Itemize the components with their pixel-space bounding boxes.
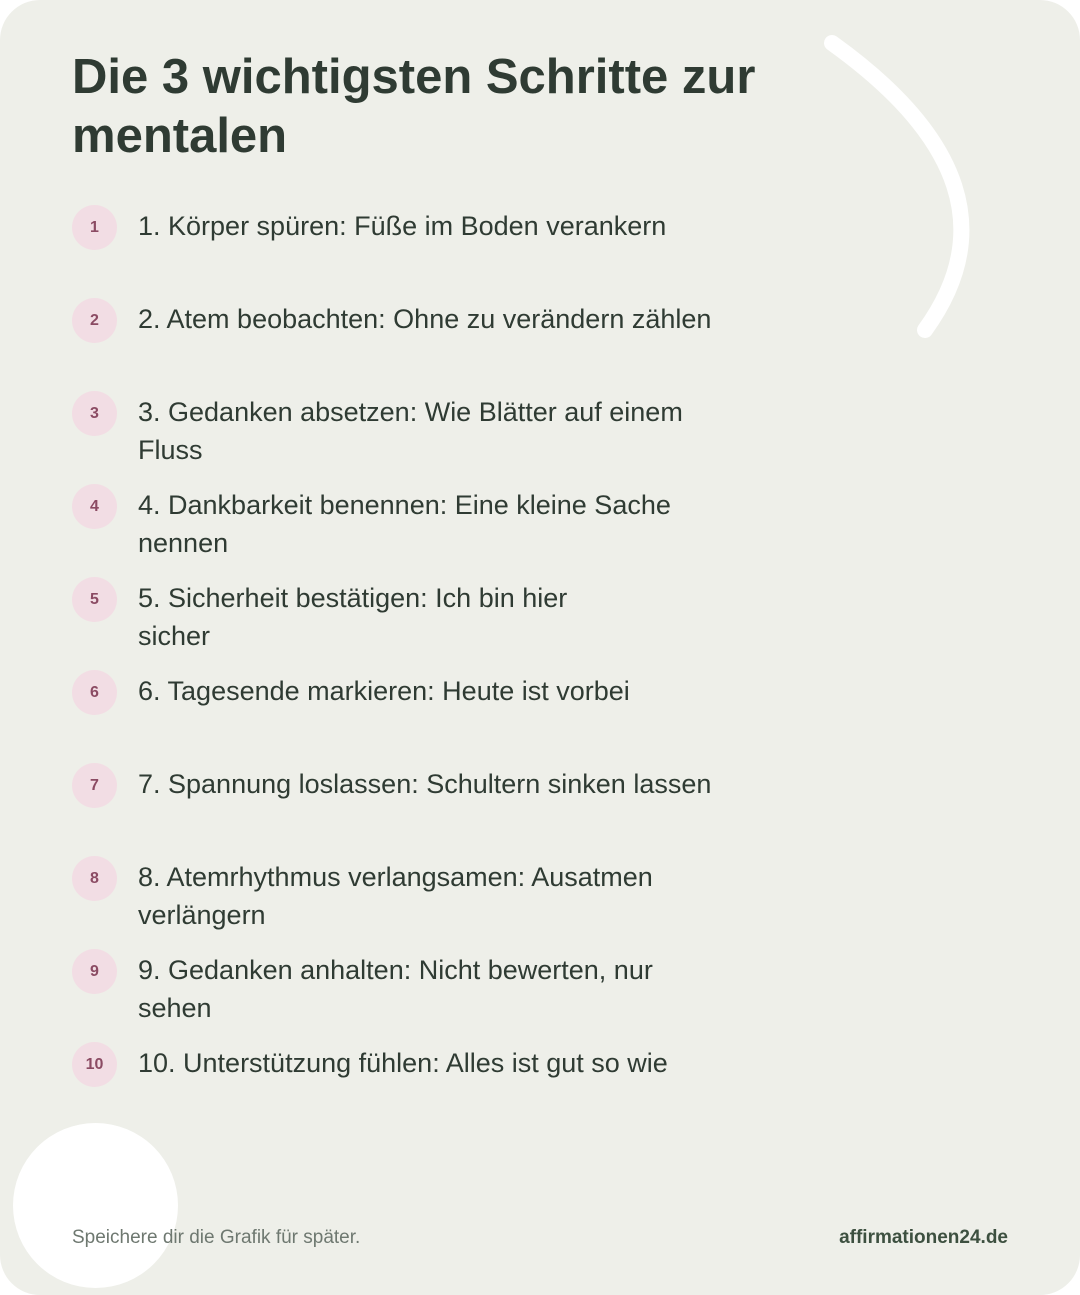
step-text: 7. Spannung loslassen: Schultern sinken lassen	[138, 769, 712, 799]
decorative-circle	[13, 1123, 178, 1288]
step-text: 5. Sicherheit bestätigen: Ich bin hier sicher	[138, 583, 568, 651]
list-item	[72, 484, 772, 574]
list-item	[72, 205, 772, 295]
list-item	[72, 670, 772, 760]
list-item	[72, 577, 772, 667]
list-item	[72, 1042, 772, 1132]
step-number-badge: 10	[72, 1042, 117, 1087]
step-number-badge: 1	[72, 205, 117, 250]
save-hint-text: Speichere dir die Grafik für später.	[72, 1227, 361, 1248]
step-number-badge: 6	[72, 670, 117, 715]
brand-link[interactable]: affirmationen24.de	[839, 1227, 1008, 1248]
step-text: 10. Unterstützung fühlen: Alles ist gut so wie	[138, 1048, 668, 1078]
list-item	[72, 298, 772, 388]
list-item	[72, 391, 772, 481]
list-item	[72, 856, 772, 946]
list-item	[72, 949, 772, 1039]
step-text: 3. Gedanken absetzen: Wie Blätter auf einem Fluss	[138, 397, 683, 465]
step-text: 6. Tagesende markieren: Heute ist vorbei	[138, 676, 630, 706]
list-item	[72, 763, 772, 853]
step-number-badge: 2	[72, 298, 117, 343]
step-number-badge: 3	[72, 391, 117, 436]
step-number-badge: 7	[72, 763, 117, 808]
step-number-badge: 8	[72, 856, 117, 901]
step-text: 2. Atem beobachten: Ohne zu verändern zählen	[138, 304, 712, 334]
step-number-badge: 4	[72, 484, 117, 529]
step-text: 8. Atemrhythmus verlangsamen: Ausatmen verlängern	[138, 862, 653, 930]
page-title: Die 3 wichtigsten Schritte zur mentalen	[72, 50, 756, 163]
step-text: 4. Dankbarkeit benennen: Eine kleine Sache nennen	[138, 490, 671, 558]
step-number-badge: 5	[72, 577, 117, 622]
step-number-badge: 9	[72, 949, 117, 994]
step-text: 1. Körper spüren: Füße im Boden verankern	[138, 211, 667, 241]
step-text: 9. Gedanken anhalten: Nicht bewerten, nur sehen	[138, 955, 653, 1023]
